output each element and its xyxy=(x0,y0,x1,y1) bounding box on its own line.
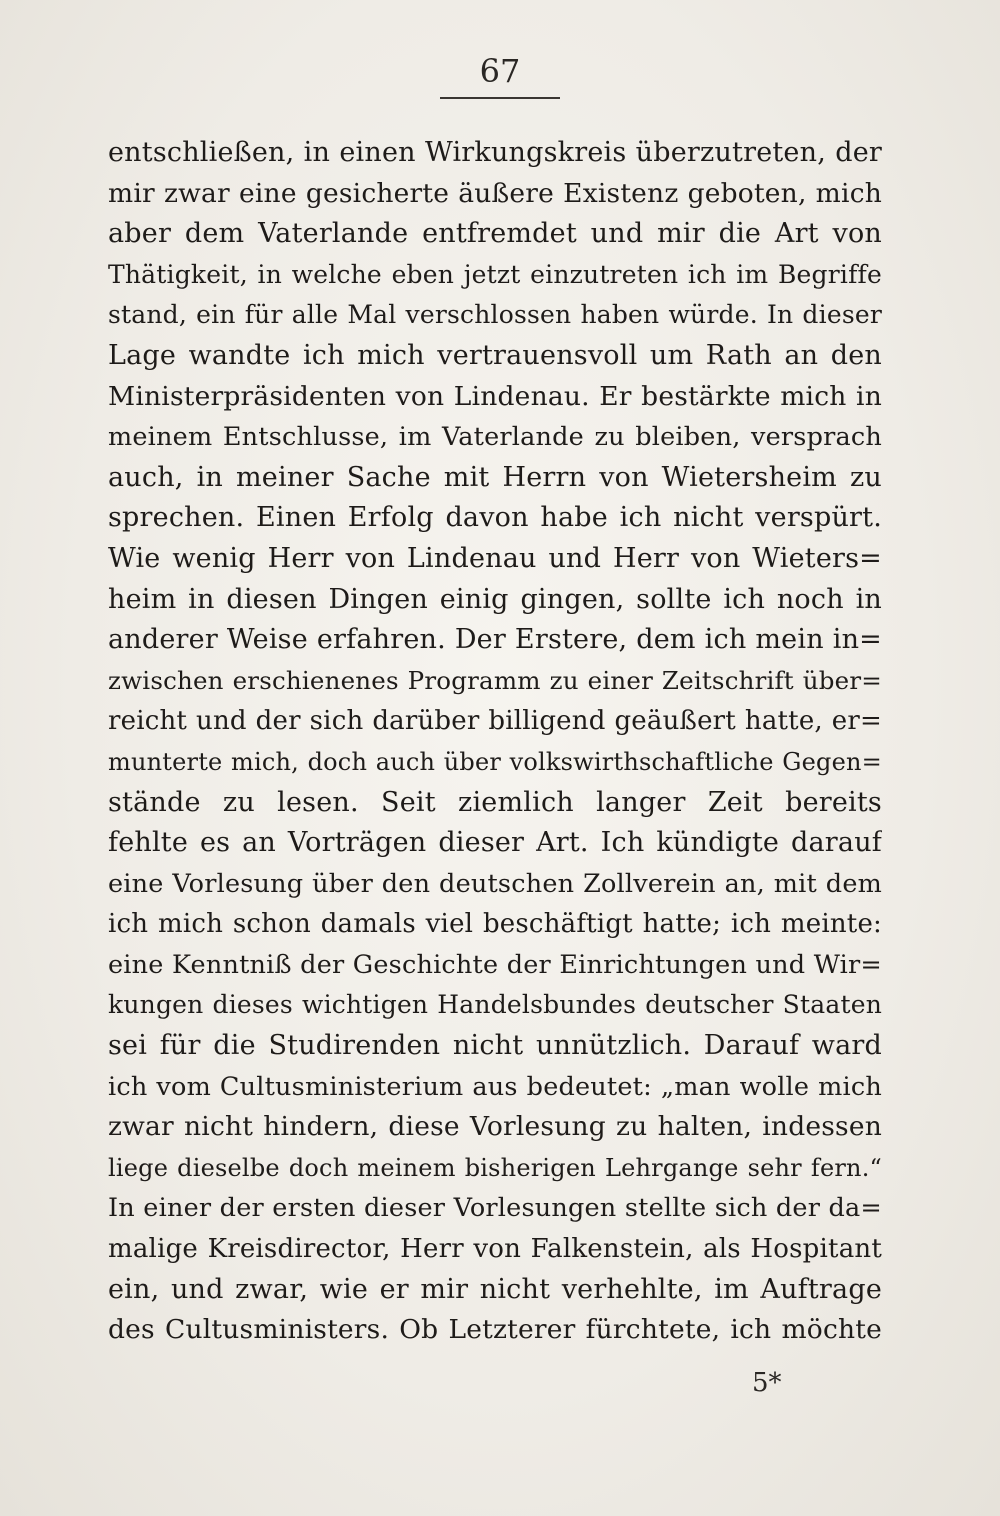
text-line: auch, in meiner Sache mit Herrn von Wietersheim zu xyxy=(108,461,882,493)
text-line: mir zwar eine gesicherte äußere Existenz geboten, mich xyxy=(108,177,882,209)
text-line: eine Vorlesung über den deutschen Zollverein an, mit dem xyxy=(108,868,882,899)
text-line: aber dem Vaterlande entfremdet und mir die Art von xyxy=(108,218,882,250)
text-line: ich vom Cultusministerium aus bedeutet: „man wolle mich xyxy=(108,1071,882,1102)
text-line: meinem Entschlusse, im Vaterlande zu bleiben, versprach xyxy=(108,422,882,453)
text-line: reicht und der sich darüber billigend geäußert hatte, er= xyxy=(108,706,882,737)
text-line: stände zu lesen. Seit ziemlich langer Zeit bereits xyxy=(108,786,882,818)
text-line: Thätigkeit, in welche eben jetzt einzutreten ich im Begriffe xyxy=(108,259,882,289)
text-line: entschließen, in einen Wirkungskreis überzutreten, der xyxy=(108,137,882,168)
text-line: munterte mich, doch auch über volkswirthschaftliche Gegen= xyxy=(108,747,882,776)
text-line: zwar nicht hindern, diese Vorlesung zu halten, indessen xyxy=(108,1111,882,1143)
header-rule xyxy=(440,97,560,99)
signature-mark: 5* xyxy=(752,1368,782,1398)
text-line: anderer Weise erfahren. Der Erstere, dem ich mein in= xyxy=(108,624,882,656)
text-line: In einer der ersten dieser Vorlesungen stellte sich der da= xyxy=(108,1193,882,1224)
text-line: sprechen. Einen Erfolg davon habe ich nicht verspürt. xyxy=(108,502,882,534)
text-line: fehlte es an Vorträgen dieser Art. Ich kündigte darauf xyxy=(108,827,882,859)
text-line: des Cultusministers. Ob Letzterer fürchtete, ich möchte xyxy=(108,1314,882,1346)
text-line: zwischen erschienenes Programm zu einer Zeitschrift über= xyxy=(108,665,882,695)
page-number: 67 xyxy=(479,52,521,90)
text-line: Ministerpräsidenten von Lindenau. Er bestärkte mich in xyxy=(108,380,882,412)
body-text xyxy=(108,133,882,1351)
text-line: Wie wenig Herr von Lindenau und Herr von Wieters= xyxy=(108,542,882,574)
text-line: malige Kreisdirector, Herr von Falkenstein, als Hospitant xyxy=(108,1234,882,1265)
text-line: kungen dieses wichtigen Handelsbundes deutscher Staaten xyxy=(108,990,882,1020)
text-line: sei für die Studirenden nicht unnützlich. Darauf ward xyxy=(108,1030,882,1062)
text-line: stand, ein für alle Mal verschlossen haben würde. In dieser xyxy=(108,300,882,330)
text-line: liege dieselbe doch meinem bisherigen Lehrgange sehr fern.“ xyxy=(108,1153,882,1182)
text-line: ich mich schon damals viel beschäftigt hatte; ich meinte: xyxy=(108,909,882,940)
text-line: ein, und zwar, wie er mir nicht verhehlte, im Auftrage xyxy=(108,1273,882,1305)
text-line: heim in diesen Dingen einig gingen, sollte ich noch in xyxy=(108,583,882,615)
text-line: eine Kenntniß der Geschichte der Einrichtungen und Wir= xyxy=(108,949,882,980)
text-line: Lage wandte ich mich vertrauensvoll um Rath an den xyxy=(108,339,882,371)
